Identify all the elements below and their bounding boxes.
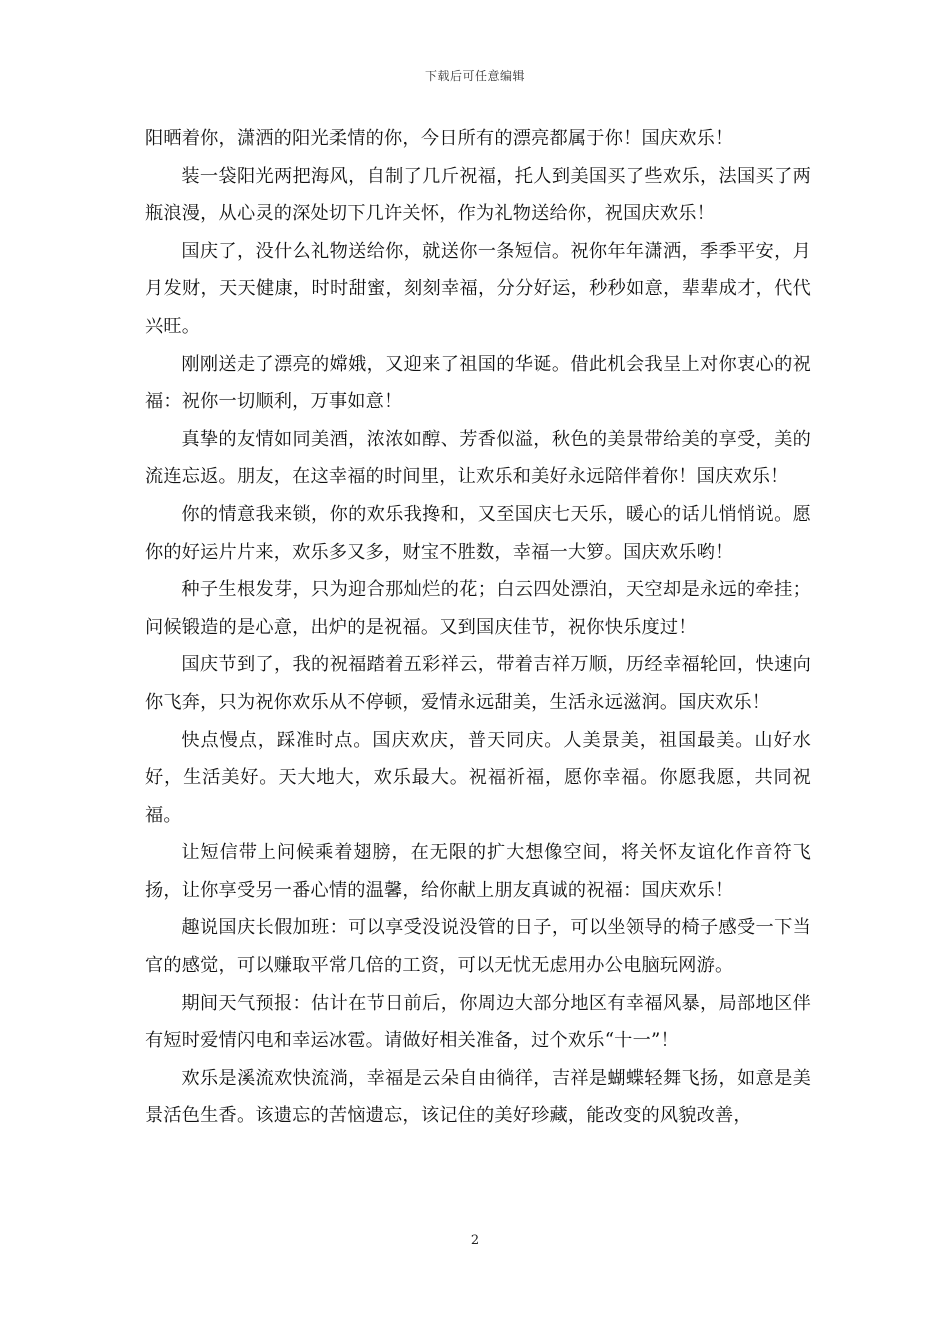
paragraph: 趣说国庆长假加班：可以享受没说没管的日子，可以坐领导的椅子感受一下当官的感觉，可以赚取平常几倍的工资，可以无忧无虑用办公电脑玩网游。: [145, 917, 811, 977]
paragraph: 国庆了，没什么礼物送给你，就送你一条短信。祝你年年潇洒，季季平安，月月发财，天天健康，时时甜蜜，刻刻幸福，分分好运，秒秒如意，辈辈成才，代代兴旺。: [145, 240, 811, 337]
paragraph: 你的情意我来锁，你的欢乐我搀和，又至国庆七天乐，暖心的话儿悄悄说。愿你的好运片片来，欢乐多又多，财宝不胜数，幸福一大箩。国庆欢乐哟！: [145, 503, 811, 563]
page-number: 2: [470, 1233, 480, 1248]
paragraph: 快点慢点，踩准时点。国庆欢庆，普天同庆。人美景美，祖国最美。山好水好，生活美好。天大地大，欢乐最大。祝福祈福，愿你幸福。你愿我愿，共同祝福。: [145, 729, 811, 826]
paragraph: 期间天气预报：估计在节日前后，你周边大部分地区有幸福风暴，局部地区伴有短时爱情闪电和幸运冰雹。请做好相关准备，过个欢乐“十一”！: [145, 992, 811, 1052]
page-header: 下载后可任意编辑: [424, 69, 525, 83]
document-body: [145, 120, 811, 1135]
paragraph: 刚刚送走了漂亮的嫦娥，又迎来了祖国的华诞。借此机会我呈上对你衷心的祝福：祝你一切顺利，万事如意！: [145, 353, 811, 413]
paragraph: 种子生根发芽，只为迎合那灿烂的花；白云四处漂泊，天空却是永远的牵挂；问候锻造的是心意，出炉的是祝福。又到国庆佳节，祝你快乐度过！: [145, 579, 811, 638]
paragraph: 国庆节到了，我的祝福踏着五彩祥云，带着吉祥万顺，历经幸福轮回，快速向你飞奔，只为祝你欢乐从不停顿，爱情永远甜美，生活永远滋润。国庆欢乐！: [145, 654, 811, 713]
paragraph: 真挚的友情如同美酒，浓浓如醇、芳香似溢，秋色的美景带给美的享受，美的流连忘返。朋友，在这幸福的时间里，让欢乐和美好永远陪伴着你！国庆欢乐！: [145, 428, 811, 488]
paragraph: 欢乐是溪流欢快流淌，幸福是云朵自由徜徉，吉祥是蝴蝶轻舞飞扬，如意是美景活色生香。该遗忘的苦恼遗忘，该记住的美好珍藏，能改变的风貌改善，: [145, 1067, 811, 1127]
paragraph: 装一袋阳光两把海风，自制了几斤祝福，托人到美国买了些欢乐，法国买了两瓶浪漫，从心灵的深处切下几许关怀，作为礼物送给你，祝国庆欢乐！: [145, 165, 811, 225]
paragraph: 让短信带上问候乘着翅膀，在无限的扩大想像空间，将关怀友谊化作音符飞扬，让你享受另一番心情的温馨，给你献上朋友真诚的祝福：国庆欢乐！: [145, 842, 811, 901]
paragraph: 阳晒着你，潇洒的阳光柔情的你，今日所有的漂亮都属于你！国庆欢乐！: [145, 128, 734, 149]
